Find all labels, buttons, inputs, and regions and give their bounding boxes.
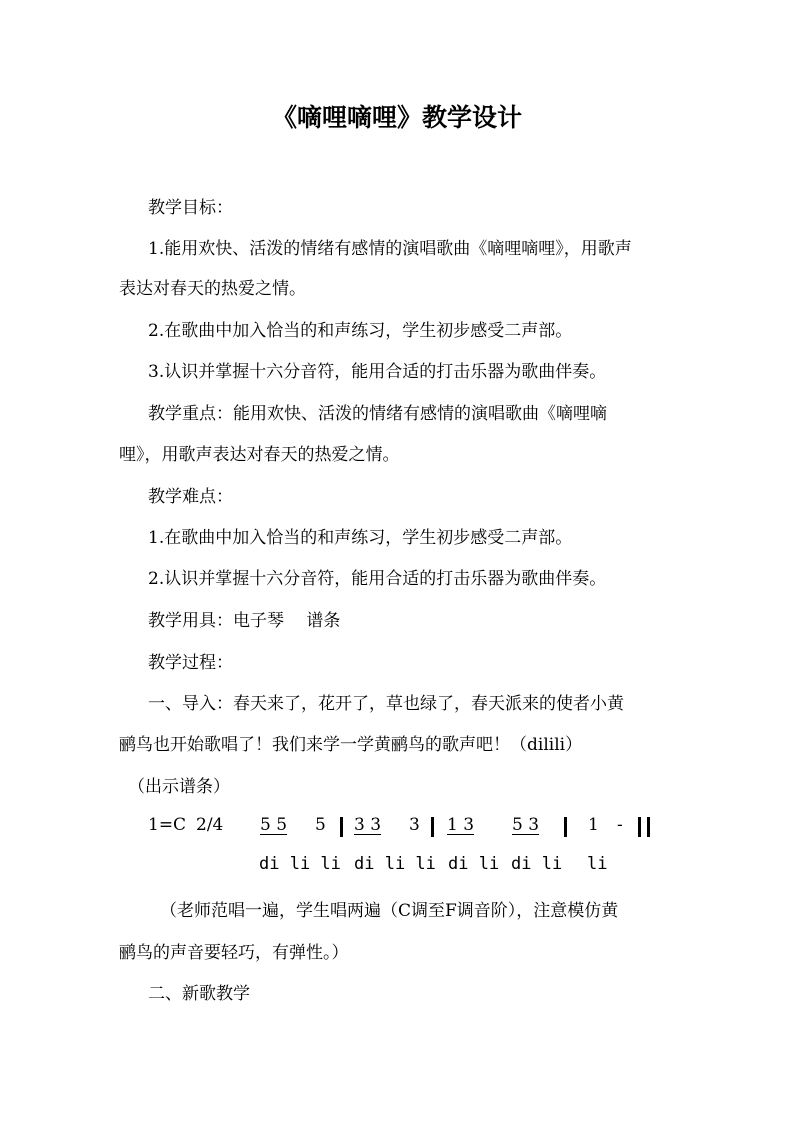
goal-1-line-1: 1.能用欢快、活泼的情绪有感情的演唱歌曲《嘀哩嘀哩》，用歌声: [148, 239, 632, 259]
goals-heading: 教学目标：: [148, 198, 233, 218]
final-barline-thick: [647, 817, 650, 837]
measure-3-beat-2: 5 3: [512, 815, 540, 835]
measure-2-beat-1: 3 3: [354, 815, 382, 835]
lyric-syllables: di li: [511, 854, 563, 874]
final-barline-thin: [638, 817, 641, 837]
key-point-line-1: 教学重点：能用欢快、活泼的情绪有感情的演唱歌曲《嘀哩嘀: [148, 404, 607, 424]
lyric-syllables: di li: [448, 854, 500, 874]
difficulty-1: 1.在歌曲中加入恰当的和声练习，学生初步感受二声部。: [148, 528, 573, 548]
goal-3: 3.认识并掌握十六分音符，能用合适的打击乐器为歌曲伴奏。: [148, 362, 607, 382]
numbered-notation-score: [148, 815, 668, 839]
teacher-note-line-2: 鹂鸟的声音要轻巧，有弹性。）: [119, 943, 349, 963]
key-point-line-2: 哩》，用歌声表达对春天的热爱之情。: [119, 445, 400, 465]
measure-3-beat-1: 1 3: [447, 815, 475, 835]
show-score-note: （出示谱条）: [128, 777, 230, 797]
lyric-syllables: li: [587, 854, 608, 874]
barline: [564, 817, 567, 837]
lyric-syllables: di li li: [259, 854, 341, 874]
page-title: 《嘀哩嘀哩》教学设计: [271, 103, 522, 132]
teaching-tools: 教学用具：电子琴 谱条: [148, 611, 341, 631]
barline: [340, 817, 343, 837]
measure-4-beat-1: 1: [588, 815, 599, 835]
measure-4-beat-2: -: [617, 815, 623, 835]
section-2-heading: 二、新歌教学: [148, 984, 250, 1004]
goal-1-line-2: 表达对春天的热爱之情。: [119, 279, 306, 299]
intro-line-1: 一、导入：春天来了，花开了，草也绿了，春天派来的使者小黄: [148, 694, 624, 714]
difficulty-heading: 教学难点：: [148, 487, 233, 507]
score-key: 1=C: [148, 815, 187, 835]
teacher-note-line-1: （老师范唱一遍，学生唱两遍（C调至F调音阶），注意模仿黄: [160, 901, 619, 921]
lyrics-line: [0, 854, 794, 878]
process-heading: 教学过程：: [148, 653, 233, 673]
intro-line-2: 鹂鸟也开始歌唱了！我们来学一学黄鹂鸟的歌声吧！（dilili）: [119, 735, 583, 755]
measure-2-beat-2: 3: [409, 815, 420, 835]
goal-2: 2.在歌曲中加入恰当的和声练习，学生初步感受二声部。: [148, 321, 573, 341]
lyric-syllables: di li li: [354, 854, 436, 874]
score-time-signature: 2/4: [196, 815, 224, 835]
barline: [431, 817, 434, 837]
measure-1-beat-1: 5 5: [260, 815, 288, 835]
measure-1-beat-2: 5: [315, 815, 326, 835]
difficulty-2: 2.认识并掌握十六分音符，能用合适的打击乐器为歌曲伴奏。: [148, 569, 607, 589]
